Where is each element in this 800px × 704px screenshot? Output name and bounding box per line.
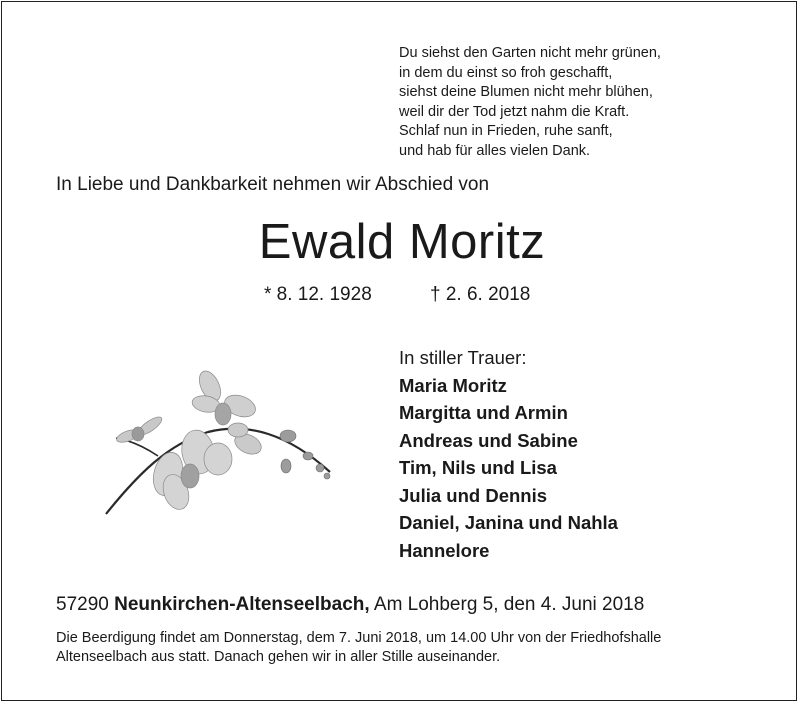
orchid-illustration xyxy=(98,364,338,524)
deceased-name: Ewald Moritz xyxy=(258,215,546,269)
mourner-name: Margitta und Armin xyxy=(399,402,568,423)
mourner-name: Julia und Dennis xyxy=(399,484,548,506)
address-zip: 57290 xyxy=(56,594,109,615)
funeral-line: Die Beerdigung findet am Donnerstag, dem 7. Juni 2018, um 14.00 Uhr von der Friedhofshalle xyxy=(56,630,662,646)
mourners-heading: In stiller Trauer: xyxy=(399,347,527,368)
orchid-flower-top xyxy=(191,368,259,425)
memorial-poem xyxy=(399,44,661,161)
orchid-flower-left xyxy=(115,414,164,445)
mourner-name: Daniel, Janina und Nahla xyxy=(399,512,618,533)
notice-frame xyxy=(1,1,797,701)
address-town: Neunkirchen-Altenseelbach, xyxy=(114,594,370,615)
farewell-intro: In Liebe und Dankbarkeit nehmen wir Abschied von xyxy=(56,174,490,195)
poem-line: Schlaf nun in Frieden, ruhe sanft, xyxy=(399,123,613,139)
poem-line: Du siehst den Garten nicht mehr grünen, xyxy=(399,45,661,61)
poem-line: in dem du einst so froh geschafft, xyxy=(399,64,613,81)
mourner-name: Hannelore xyxy=(399,539,490,561)
mourner-name: Maria Moritz xyxy=(399,374,507,396)
mourner-name: Andreas und Sabine xyxy=(399,429,578,451)
mourner-name: Tim, Nils und Lisa xyxy=(399,457,557,478)
address-line xyxy=(56,594,644,616)
funeral-info xyxy=(56,629,661,667)
address-rest: Am Lohberg 5, den 4. Juni 2018 xyxy=(373,594,645,615)
orchid-buds xyxy=(280,430,330,479)
birth-date: * 8. 12. 1928 xyxy=(264,284,372,305)
poem-line: weil dir der Tod jetzt nahm die Kraft. xyxy=(399,103,630,120)
orchid-flower-right xyxy=(228,423,264,458)
poem-line: und hab für alles vielen Dank. xyxy=(399,142,591,159)
mourners-block xyxy=(399,344,618,564)
funeral-line: Altenseelbach aus statt. Danach gehen wir in aller Stille auseinander. xyxy=(56,649,501,665)
poem-line: siehst deine Blumen nicht mehr blühen, xyxy=(399,84,653,100)
orchid-flower-center xyxy=(149,428,232,513)
death-date: † 2. 6. 2018 xyxy=(430,284,531,305)
